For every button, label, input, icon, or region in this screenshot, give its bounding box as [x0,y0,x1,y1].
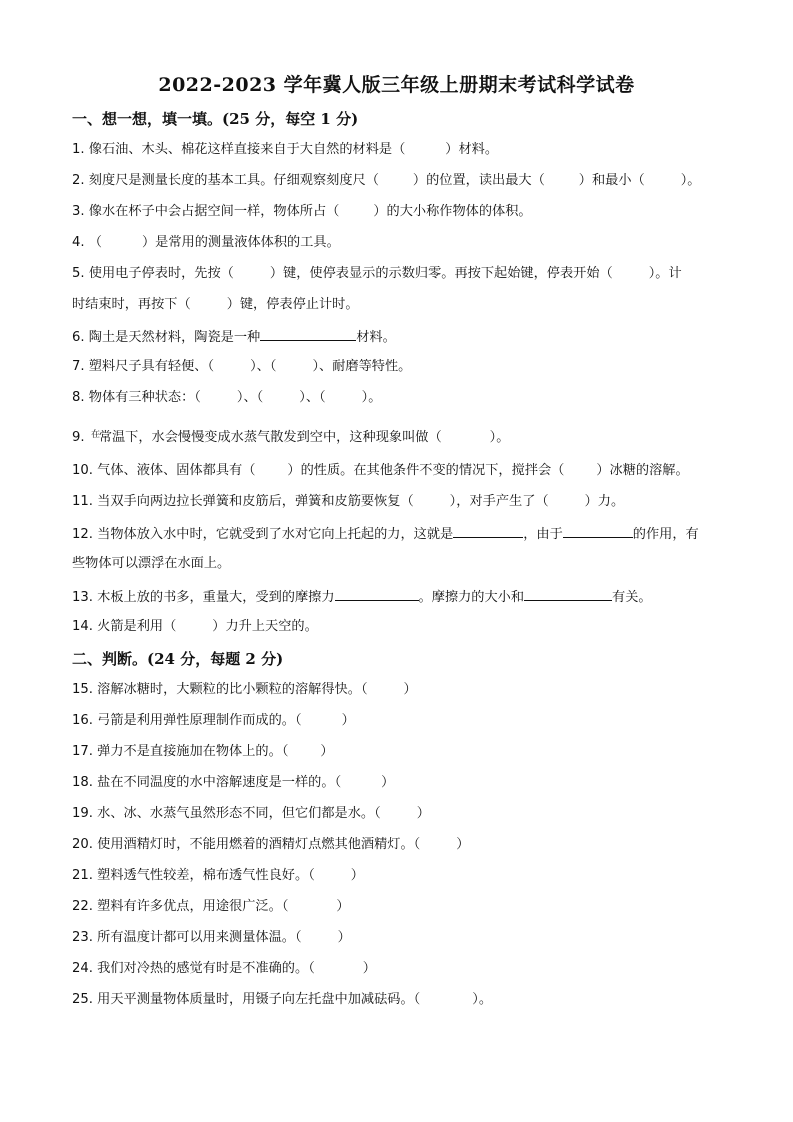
question-11 [72,492,624,512]
judge-close: ） [341,713,355,728]
answer-underline [260,326,356,341]
question-14-text-b: ）力升上天空的。 [212,619,318,634]
judge-close: ） [320,744,334,759]
stray-character: 在 [91,430,101,440]
question-5-text-a: 5. 使用电子停表时，先按（ [72,266,234,281]
question-8-text-c: ）、（ [299,390,326,405]
judge-close: ） [456,837,470,852]
question-5-text-b: ）键，使停表显示的示数归零。再按下起始键，停表开始（ [269,266,613,281]
question-5-line-1 [72,264,682,284]
question-20 [72,835,469,855]
question-5-text-c: ）。计 [648,266,682,281]
judge-text: 22. 塑料有许多优点，用途很广泛。（ [72,899,289,914]
question-21 [72,866,364,886]
answer-underline [335,586,419,601]
question-8-text-b: ）、（ [236,390,264,405]
question-7-text-b: ）、（ [250,359,277,374]
question-25 [72,990,492,1010]
question-16 [72,711,355,731]
question-13 [72,586,652,608]
question-2 [72,171,701,191]
question-2-text-c: ）和最小（ [578,173,645,188]
question-14 [72,617,318,637]
answer-underline [524,586,612,601]
question-1 [72,140,498,160]
answer-underline [563,523,633,538]
judge-text: 24. 我们对冷热的感觉有时是不准确的。（ [72,961,315,976]
question-6 [72,326,396,348]
question-13-text-a: 13. 木板上放的书多，重量大，受到的摩擦力 [72,590,335,605]
question-11-text-b: ），对手产生了（ [449,494,549,509]
question-7 [72,357,411,377]
question-12-line-2: 些物体可以漂浮在水面上。 [72,556,231,571]
question-5-text-e: ）键，停表停止计时。 [226,297,359,312]
judge-text: 16. 弓箭是利用弹性原理制作而成的。（ [72,713,302,728]
question-7-text-a: 7. 塑料尺子具有轻便、（ [72,359,215,374]
judge-text: 23. 所有温度计都可以用来测量体温。（ [72,930,302,945]
question-8-text-a: 8. 物体有三种状态：（ [72,390,201,405]
question-12-text-b: ，由于 [523,527,563,542]
judge-close: ） [362,961,376,976]
judge-close: ） [350,868,364,883]
question-10-text-b: ）的性质。在其他条件不变的情况下，搅拌会（ [287,463,565,478]
judge-close: ） [381,775,395,790]
question-12-line-1 [72,523,699,545]
answer-underline [453,523,523,538]
question-8-text-d: ）。 [361,390,382,405]
question-3-text-a: 3. 像水在杯子中会占据空间一样，物体所占（ [72,204,340,219]
question-3-text-b: ）的大小称作物体的体积。 [373,204,532,219]
judge-text: 21. 塑料透气性较差，棉布透气性良好。（ [72,868,315,883]
question-10-text-a: 10. 气体、液体、固体都具有（ [72,463,256,478]
question-6-text-b: 材料。 [356,330,396,345]
judge-text: 25. 用天平测量物体质量时，用镊子向左托盘中加减砝码。（ [72,992,421,1007]
question-18 [72,773,394,793]
question-10-text-c: ）冰糖的溶解。 [596,463,689,478]
question-17 [72,742,334,762]
question-5-line-2 [72,295,359,315]
exam-title: 2022-2023 学年冀人版三年级上册期末考试科学试卷 [158,74,635,96]
question-15 [72,680,417,700]
question-23 [72,928,351,948]
judge-close: ）。 [472,992,493,1007]
question-14-text-a: 14. 火箭是利用（ [72,619,177,634]
section-2-heading: 二、判断。(24 分，每题 2 分) [72,650,284,668]
judge-text: 20. 使用酒精灯时，不能用燃着的酒精灯点燃其他酒精灯。（ [72,837,421,852]
question-22 [72,897,350,917]
question-8 [72,388,381,408]
question-2-text-a: 2. 刻度尺是测量长度的基本工具。仔细观察刻度尺（ [72,173,379,188]
question-24 [72,959,376,979]
question-1-text-b: ）材料。 [445,142,499,157]
question-13-text-c: 有关。 [612,590,652,605]
question-4-text-b: ）是常用的测量液体体积的工具。 [141,235,340,250]
question-4 [72,233,340,253]
question-9-text-b: 常温下，水会慢慢变成水蒸气散发到空中，这种现象叫做（ [98,430,442,445]
judge-close: ） [337,930,351,945]
question-2-text-d: ）。 [680,173,701,188]
judge-close: ） [416,806,430,821]
question-1-text-a: 1. 像石油、木头、棉花这样直接来自于大自然的材料是（ [72,142,406,157]
judge-close: ） [403,682,417,697]
question-6-text-a: 6. 陶土是天然材料，陶瓷是一种 [72,330,261,345]
question-12-text-a: 12. 当物体放入水中时，它就受到了水对它向上托起的力，这就是 [72,527,454,542]
question-4-text-a: 4. （ [72,235,102,250]
section-1-heading: 一、想一想，填一填。(25 分，每空 1 分) [72,110,359,128]
question-11-text-c: ）力。 [584,494,625,509]
question-5-text-d: 时结束时，再按下（ [72,297,191,312]
question-10 [72,461,689,481]
judge-close: ） [336,899,350,914]
question-9-number: 9. [72,430,89,445]
question-7-text-c: ）、耐磨等特性。 [312,359,412,374]
question-9-text-c: ）。 [489,430,510,445]
question-9 [72,428,509,448]
question-13-text-b: 。摩擦力的大小和 [418,590,525,605]
question-19 [72,804,430,824]
question-2-text-b: ）的位置，读出最大（ [412,173,545,188]
question-3 [72,202,532,222]
question-12-text-c: 的作用，有 [632,527,699,542]
question-11-text-a: 11. 当双手向两边拉长弹簧和皮筋后，弹簧和皮筋要恢复（ [72,494,414,509]
judge-text: 17. 弹力不是直接施加在物体上的。（ [72,744,289,759]
judge-text: 15. 溶解冰糖时，大颗粒的比小颗粒的溶解得快。（ [72,682,368,697]
judge-text: 19. 水、冰、水蒸气虽然形态不同，但它们都是水。（ [72,806,381,821]
judge-text: 18. 盐在不同温度的水中溶解速度是一样的。（ [72,775,342,790]
